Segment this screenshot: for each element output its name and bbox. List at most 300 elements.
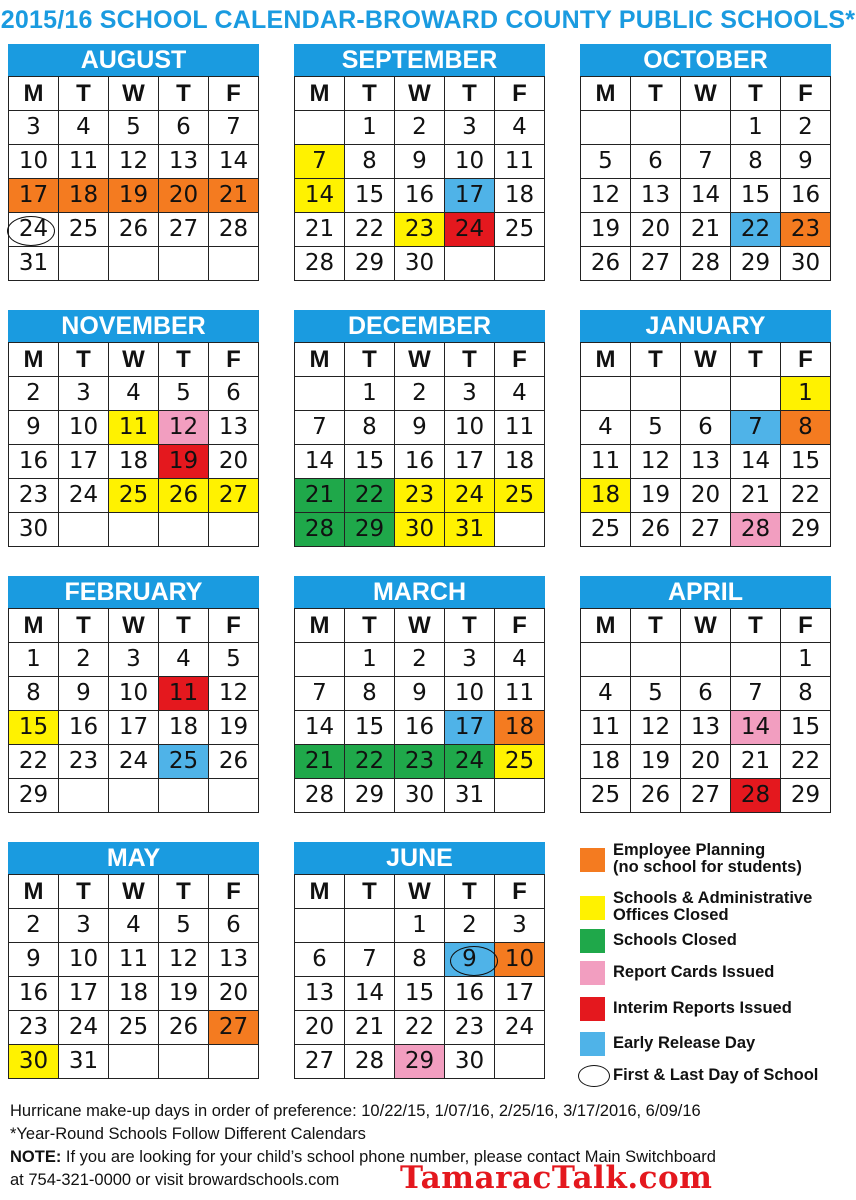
legend-label: Employee Planning (613, 841, 766, 859)
week-row (295, 213, 545, 247)
day-number: 24 (454, 748, 485, 774)
day-number: 29 (354, 782, 385, 808)
weekday-header: F (781, 77, 831, 111)
day-cell (395, 779, 445, 813)
day-number: 27 (168, 216, 199, 242)
week-row (9, 745, 259, 779)
empty-cell (209, 779, 259, 813)
day-cell (445, 909, 495, 943)
day-number: 29 (740, 250, 771, 276)
day-number: 2 (76, 646, 91, 672)
day-cell (295, 145, 345, 179)
day-cell (109, 943, 159, 977)
day-number: 23 (404, 216, 435, 242)
day-cell (495, 479, 545, 513)
day-number: 7 (226, 114, 241, 140)
weekday-header: F (209, 609, 259, 643)
weekday-header: W (681, 77, 731, 111)
day-number: 11 (118, 946, 149, 972)
day-number: 9 (76, 680, 91, 706)
day-cell (209, 445, 259, 479)
day-cell (631, 711, 681, 745)
day-cell (495, 445, 545, 479)
day-number: 7 (312, 148, 327, 174)
day-cell (295, 247, 345, 281)
day-cell (781, 111, 831, 145)
day-number: 22 (354, 748, 385, 774)
day-number: 17 (454, 448, 485, 474)
day-number: 6 (312, 946, 327, 972)
empty-cell (109, 779, 159, 813)
empty-cell (731, 643, 781, 677)
weekday-header: W (681, 609, 731, 643)
day-cell (731, 711, 781, 745)
day-number: 25 (118, 1014, 149, 1040)
weekday-header: W (109, 343, 159, 377)
weekday-header: T (59, 343, 109, 377)
day-cell (495, 943, 545, 977)
empty-cell (681, 377, 731, 411)
month-november (8, 310, 259, 547)
day-cell (781, 179, 831, 213)
legend-swatch-pink (580, 961, 605, 985)
day-cell (395, 1011, 445, 1045)
day-cell (581, 247, 631, 281)
day-cell (59, 943, 109, 977)
day-cell (159, 977, 209, 1011)
day-number: 29 (354, 250, 385, 276)
day-number: 27 (304, 1048, 335, 1074)
day-cell (395, 479, 445, 513)
day-cell (731, 247, 781, 281)
week-row (295, 247, 545, 281)
day-cell (59, 479, 109, 513)
day-number: 13 (690, 714, 721, 740)
day-number: 27 (690, 782, 721, 808)
empty-cell (681, 111, 731, 145)
day-cell (59, 145, 109, 179)
week-row (295, 145, 545, 179)
day-cell (9, 213, 59, 247)
week-row (9, 445, 259, 479)
empty-cell (495, 513, 545, 547)
month-header: APRIL (580, 576, 831, 608)
day-number: 2 (26, 380, 41, 406)
day-cell (159, 445, 209, 479)
day-cell (581, 677, 631, 711)
week-row (295, 1011, 545, 1045)
day-cell (345, 1011, 395, 1045)
day-number: 1 (412, 912, 427, 938)
day-cell (345, 247, 395, 281)
day-cell (209, 179, 259, 213)
day-cell (731, 411, 781, 445)
week-row (295, 977, 545, 1011)
day-cell (9, 479, 59, 513)
day-number: 18 (504, 714, 535, 740)
day-cell (59, 677, 109, 711)
day-number: 14 (740, 714, 771, 740)
day-number: 24 (68, 482, 99, 508)
day-number: 10 (454, 414, 485, 440)
day-number: 1 (798, 646, 813, 672)
day-number: 20 (690, 748, 721, 774)
day-cell (581, 411, 631, 445)
weekday-header: M (581, 609, 631, 643)
watermark: TamaracTalk.com (400, 1160, 713, 1196)
weekday-header: F (209, 77, 259, 111)
day-number: 12 (590, 182, 621, 208)
empty-cell (209, 513, 259, 547)
week-row (581, 247, 831, 281)
day-number: 7 (698, 148, 713, 174)
day-cell (59, 711, 109, 745)
note-text: If you are looking for your child’s school phone number, please contact Main Switchboard (61, 1148, 716, 1166)
week-row (581, 145, 831, 179)
weekday-header: F (495, 77, 545, 111)
day-cell (9, 677, 59, 711)
day-cell (681, 677, 731, 711)
day-cell (9, 247, 59, 281)
day-cell (109, 479, 159, 513)
month-january (580, 310, 831, 547)
day-cell (581, 745, 631, 779)
weekday-header: T (631, 77, 681, 111)
weekday-header: M (295, 77, 345, 111)
day-number: 15 (404, 980, 435, 1006)
day-number: 4 (176, 646, 191, 672)
day-cell (109, 411, 159, 445)
day-cell (109, 179, 159, 213)
day-cell (345, 711, 395, 745)
day-number: 3 (76, 380, 91, 406)
day-cell (731, 145, 781, 179)
day-number: 22 (790, 748, 821, 774)
week-row (295, 779, 545, 813)
day-cell (59, 179, 109, 213)
week-row (581, 745, 831, 779)
empty-cell (495, 1045, 545, 1079)
day-number: 18 (504, 448, 535, 474)
day-cell (295, 711, 345, 745)
day-cell (445, 411, 495, 445)
day-cell (345, 513, 395, 547)
empty-cell (631, 377, 681, 411)
week-row (9, 643, 259, 677)
day-cell (445, 377, 495, 411)
day-cell (731, 779, 781, 813)
empty-cell (581, 111, 631, 145)
day-cell (109, 377, 159, 411)
day-number: 14 (304, 448, 335, 474)
day-number: 21 (740, 748, 771, 774)
day-number: 4 (126, 912, 141, 938)
day-number: 25 (68, 216, 99, 242)
empty-cell (209, 1045, 259, 1079)
weekday-header: M (9, 875, 59, 909)
week-row (295, 643, 545, 677)
day-number: 25 (504, 216, 535, 242)
day-cell (159, 377, 209, 411)
day-cell (59, 377, 109, 411)
day-cell (159, 943, 209, 977)
day-cell (445, 145, 495, 179)
weekday-header: W (395, 77, 445, 111)
day-number: 13 (218, 946, 249, 972)
day-cell (495, 677, 545, 711)
day-number: 15 (354, 714, 385, 740)
day-number: 21 (354, 1014, 385, 1040)
day-cell (681, 711, 731, 745)
week-row (9, 1045, 259, 1079)
weekday-header: M (9, 343, 59, 377)
day-number: 11 (168, 680, 199, 706)
day-cell (295, 445, 345, 479)
day-number: 29 (790, 516, 821, 542)
month-may (8, 842, 259, 1079)
day-cell (345, 643, 395, 677)
weekday-header: T (59, 77, 109, 111)
day-number: 4 (598, 680, 613, 706)
day-number: 2 (412, 114, 427, 140)
day-cell (9, 377, 59, 411)
day-number: 5 (648, 680, 663, 706)
day-cell (345, 213, 395, 247)
day-cell (495, 411, 545, 445)
day-number: 16 (454, 980, 485, 1006)
day-cell (395, 677, 445, 711)
empty-cell (109, 513, 159, 547)
day-cell (395, 643, 445, 677)
day-number: 7 (748, 680, 763, 706)
day-number: 14 (218, 148, 249, 174)
day-number: 26 (168, 482, 199, 508)
weekday-header: W (109, 875, 159, 909)
day-number: 27 (218, 482, 249, 508)
day-number: 8 (26, 680, 41, 706)
day-number: 7 (312, 414, 327, 440)
empty-cell (59, 513, 109, 547)
weekday-header: T (731, 609, 781, 643)
weekday-header: T (159, 875, 209, 909)
day-number: 31 (454, 782, 485, 808)
day-cell (631, 213, 681, 247)
day-cell (445, 711, 495, 745)
day-number: 14 (304, 182, 335, 208)
day-cell (581, 145, 631, 179)
day-cell (631, 677, 681, 711)
day-number: 17 (454, 714, 485, 740)
day-number: 21 (690, 216, 721, 242)
day-cell (395, 111, 445, 145)
day-cell (445, 179, 495, 213)
day-cell (9, 1045, 59, 1079)
day-cell (159, 411, 209, 445)
legend-label: Schools Closed (613, 931, 737, 949)
day-number: 19 (640, 482, 671, 508)
day-cell (681, 247, 731, 281)
day-number: 25 (168, 748, 199, 774)
day-cell (109, 1011, 159, 1045)
day-number: 19 (590, 216, 621, 242)
day-number: 16 (68, 714, 99, 740)
day-cell (781, 479, 831, 513)
day-number: 22 (404, 1014, 435, 1040)
day-cell (345, 111, 395, 145)
day-cell (159, 479, 209, 513)
day-cell (631, 479, 681, 513)
day-cell (209, 643, 259, 677)
day-number: 11 (504, 680, 535, 706)
day-cell (781, 445, 831, 479)
day-number: 13 (218, 414, 249, 440)
day-number: 14 (740, 448, 771, 474)
week-row (581, 411, 831, 445)
day-number: 18 (504, 182, 535, 208)
day-cell (581, 213, 631, 247)
day-cell (109, 111, 159, 145)
weekday-header: T (731, 77, 781, 111)
week-row (295, 411, 545, 445)
week-row (9, 145, 259, 179)
day-cell (445, 111, 495, 145)
day-cell (581, 779, 631, 813)
day-number: 15 (354, 448, 385, 474)
day-number: 28 (218, 216, 249, 242)
day-cell (295, 1045, 345, 1079)
day-cell (109, 909, 159, 943)
day-cell (159, 745, 209, 779)
day-cell (159, 213, 209, 247)
day-number: 1 (362, 380, 377, 406)
month-header: MARCH (294, 576, 545, 608)
day-cell (395, 745, 445, 779)
day-cell (159, 909, 209, 943)
day-cell (681, 513, 731, 547)
day-number: 3 (462, 114, 477, 140)
day-cell (159, 711, 209, 745)
day-number: 8 (362, 148, 377, 174)
week-row (9, 179, 259, 213)
week-row (9, 111, 259, 145)
empty-cell (631, 111, 681, 145)
empty-cell (345, 909, 395, 943)
day-number: 17 (504, 980, 535, 1006)
month-header: AUGUST (8, 44, 259, 76)
day-cell (209, 411, 259, 445)
day-number: 31 (454, 516, 485, 542)
month-table (294, 874, 545, 1079)
empty-cell (109, 1045, 159, 1079)
month-header: DECEMBER (294, 310, 545, 342)
weekday-header: M (295, 875, 345, 909)
day-number: 18 (118, 980, 149, 1006)
week-row (9, 247, 259, 281)
day-number: 10 (454, 148, 485, 174)
day-cell (109, 213, 159, 247)
month-header: MAY (8, 842, 259, 874)
weekday-header: F (495, 875, 545, 909)
day-number: 8 (798, 414, 813, 440)
day-number: 9 (412, 680, 427, 706)
day-cell (209, 977, 259, 1011)
empty-cell (581, 377, 631, 411)
day-number: 10 (68, 414, 99, 440)
empty-cell (209, 247, 259, 281)
day-cell (395, 145, 445, 179)
day-number: 7 (748, 414, 763, 440)
day-number: 16 (404, 182, 435, 208)
day-cell (731, 213, 781, 247)
month-table (8, 342, 259, 547)
day-number: 26 (640, 516, 671, 542)
day-number: 23 (18, 1014, 49, 1040)
weekday-header: W (109, 609, 159, 643)
day-cell (9, 111, 59, 145)
day-number: 11 (118, 414, 149, 440)
day-number: 24 (454, 482, 485, 508)
day-cell (781, 213, 831, 247)
legend-label: Schools & Administrative (613, 889, 813, 907)
day-cell (9, 445, 59, 479)
day-number: 28 (304, 516, 335, 542)
day-cell (59, 1045, 109, 1079)
day-number: 12 (218, 680, 249, 706)
week-row (9, 677, 259, 711)
day-number: 2 (412, 646, 427, 672)
weekday-header: M (9, 77, 59, 111)
weekday-header: W (395, 609, 445, 643)
day-number: 23 (454, 1014, 485, 1040)
day-cell (345, 479, 395, 513)
empty-cell (159, 779, 209, 813)
day-cell (781, 247, 831, 281)
month-september (294, 44, 545, 281)
day-number: 29 (404, 1048, 435, 1074)
week-row (295, 445, 545, 479)
day-cell (395, 943, 445, 977)
day-number: 3 (512, 912, 527, 938)
weekday-header: T (445, 875, 495, 909)
day-number: 23 (18, 482, 49, 508)
day-number: 21 (304, 482, 335, 508)
day-cell (681, 779, 731, 813)
day-cell (9, 745, 59, 779)
day-number: 6 (648, 148, 663, 174)
day-number: 4 (512, 646, 527, 672)
weekday-header: T (631, 609, 681, 643)
month-table (8, 608, 259, 813)
week-row (295, 479, 545, 513)
day-cell (59, 977, 109, 1011)
day-cell (345, 411, 395, 445)
day-cell (159, 643, 209, 677)
day-cell (445, 513, 495, 547)
day-number: 15 (790, 448, 821, 474)
day-number: 20 (218, 980, 249, 1006)
week-row (581, 445, 831, 479)
day-number: 24 (68, 1014, 99, 1040)
day-cell (445, 213, 495, 247)
day-number: 23 (404, 482, 435, 508)
day-number: 12 (168, 414, 199, 440)
empty-cell (495, 247, 545, 281)
week-row (581, 513, 831, 547)
month-table (294, 608, 545, 813)
day-cell (731, 111, 781, 145)
note-label: NOTE: (10, 1148, 62, 1166)
day-cell (209, 943, 259, 977)
